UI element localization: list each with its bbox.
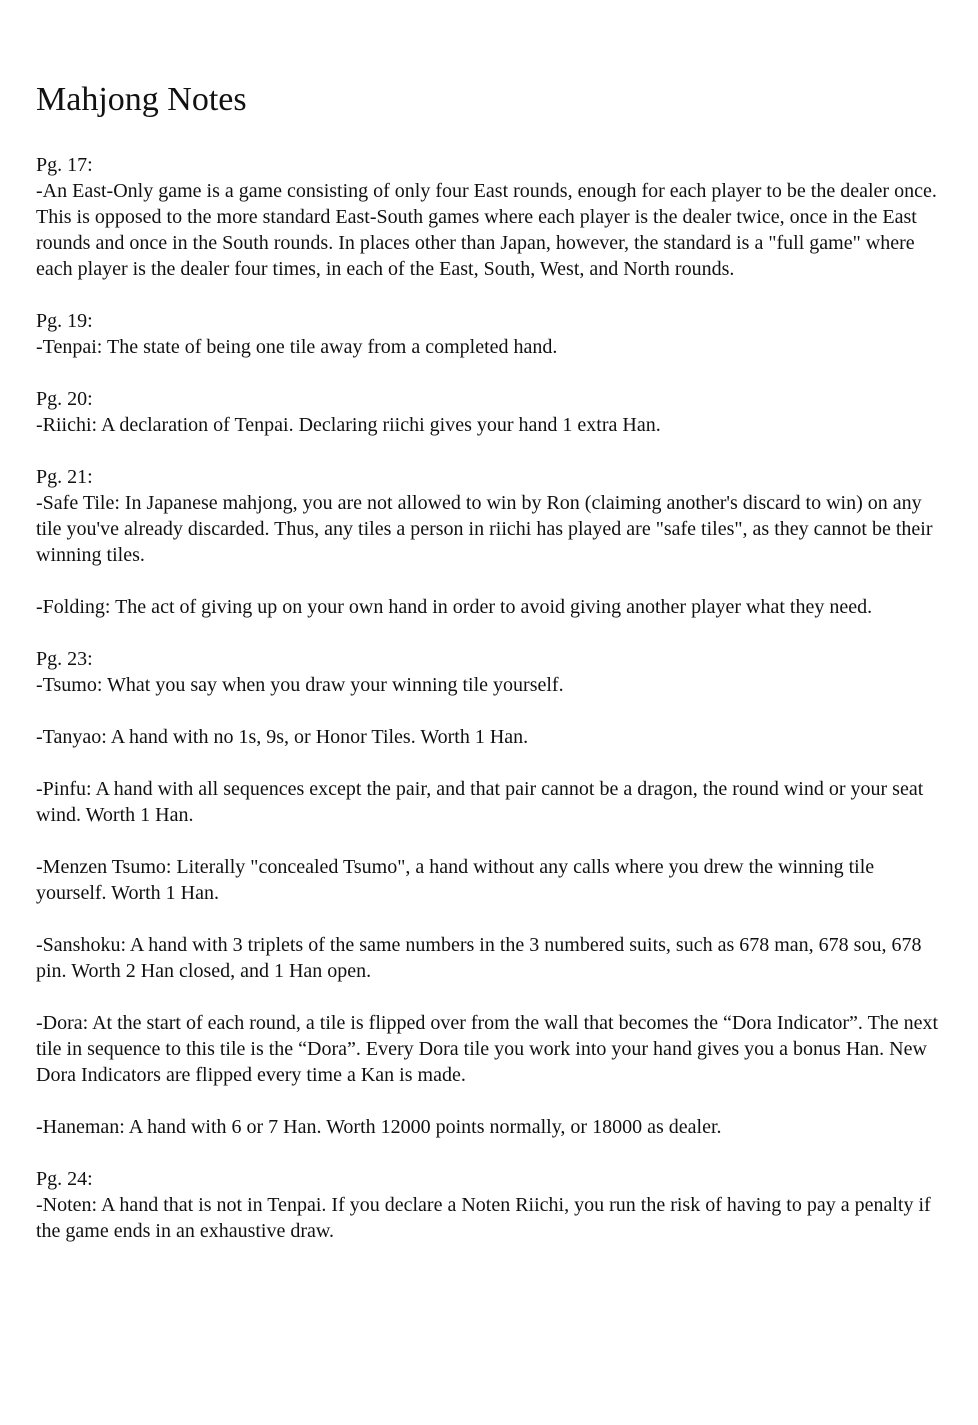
note-section — [36, 1114, 946, 1140]
note-section — [36, 646, 946, 698]
note-paragraph: -Riichi: A declaration of Tenpai. Declaring riichi gives your hand 1 extra Han. — [36, 414, 661, 436]
note-section — [36, 594, 946, 620]
note-paragraph: -Folding: The act of giving up on your own hand in order to avoid giving another player what they need. — [36, 596, 873, 618]
note-paragraph: -Sanshoku: A hand with 3 triplets of the same numbers in the 3 numbered suits, such as 678 man, 678 sou, 678 pin. Worth 2 Han closed, and 1 Han open. — [36, 934, 922, 982]
note-section — [36, 1010, 946, 1088]
note-section — [36, 308, 946, 360]
page-label: Pg. 19: — [36, 310, 93, 332]
page-title: Mahjong Notes — [36, 81, 247, 118]
note-paragraph: -An East-Only game is a game consisting of only four East rounds, enough for each player to be the dealer once. This is opposed to the more standard East-South games where each player is the dealer twice, once in the East rounds and once in the South rounds. In places other than Japan, however, the standard is a "full game" where each player is the dealer four times, in each of the East, South, West, and North rounds. — [36, 180, 937, 280]
note-section — [36, 932, 946, 984]
page-label: Pg. 21: — [36, 466, 93, 488]
note-section — [36, 152, 946, 282]
page-label: Pg. 17: — [36, 154, 93, 176]
note-paragraph: -Dora: At the start of each round, a tile is flipped over from the wall that becomes the “Dora Indicator”. The next tile in sequence to this tile is the “Dora”. Every Dora tile you work into your hand gives you a bonus Han. New Dora Indicators are flipped every time a Kan is made. — [36, 1012, 939, 1086]
page-label: Pg. 23: — [36, 648, 93, 670]
note-paragraph: -Tsumo: What you say when you draw your winning tile yourself. — [36, 674, 564, 696]
note-paragraph: -Tanyao: A hand with no 1s, 9s, or Honor Tiles. Worth 1 Han. — [36, 726, 529, 748]
note-section — [36, 854, 946, 906]
note-paragraph: -Safe Tile: In Japanese mahjong, you are not allowed to win by Ron (claiming another's discard to win) on any tile you've already discarded. Thus, any tiles a person in riichi has played are "safe tiles", as they cannot be their winning tiles. — [36, 492, 933, 566]
note-section — [36, 386, 946, 438]
note-section — [36, 1166, 946, 1244]
note-paragraph: -Pinfu: A hand with all sequences except the pair, and that pair cannot be a dragon, the round wind or your seat wind. Worth 1 Han. — [36, 778, 924, 826]
note-paragraph: -Menzen Tsumo: Literally "concealed Tsumo", a hand without any calls where you drew the winning tile yourself. Worth 1 Han. — [36, 856, 875, 904]
page-label: Pg. 24: — [36, 1168, 93, 1190]
note-section — [36, 776, 946, 828]
note-section — [36, 724, 946, 750]
note-section — [36, 464, 946, 568]
note-paragraph: -Tenpai: The state of being one tile away from a completed hand. — [36, 336, 558, 358]
note-paragraph: -Noten: A hand that is not in Tenpai. If you declare a Noten Riichi, you run the risk of having to pay a penalty if the game ends in an exhaustive draw. — [36, 1194, 931, 1242]
page-label: Pg. 20: — [36, 388, 93, 410]
note-paragraph: -Haneman: A hand with 6 or 7 Han. Worth 12000 points normally, or 18000 as dealer. — [36, 1116, 722, 1138]
